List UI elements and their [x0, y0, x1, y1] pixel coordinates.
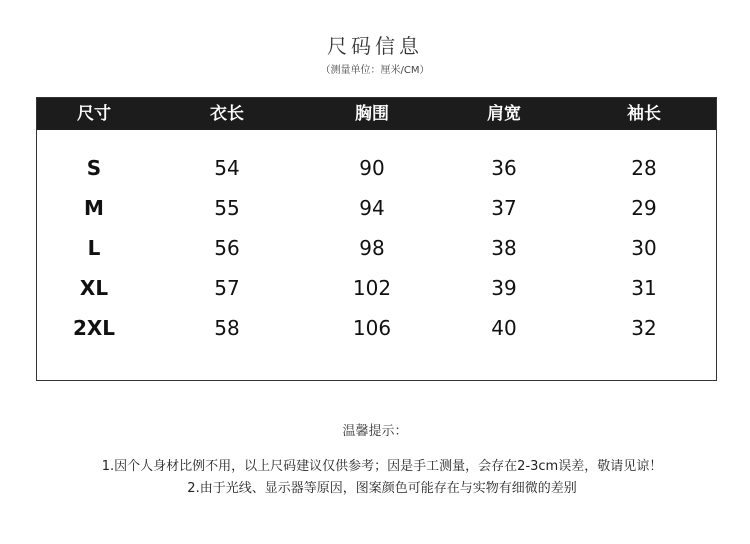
length-cell: 54 — [214, 156, 240, 180]
table-row — [37, 148, 716, 188]
shoulder-cell: 36 — [491, 156, 517, 180]
sleeve-cell: 31 — [631, 276, 657, 300]
size-cell: XL — [79, 276, 109, 300]
shoulder-cell: 40 — [491, 316, 517, 340]
size-cell: M — [84, 196, 104, 220]
size-cell: 2XL — [72, 316, 116, 340]
column-header-sleeve: 袖长 — [627, 104, 661, 124]
table-row — [37, 228, 716, 268]
chest-cell: 98 — [359, 236, 385, 260]
shoulder-cell: 39 — [491, 276, 517, 300]
column-header-length: 衣长 — [210, 104, 244, 124]
page-title: 尺码信息 — [327, 34, 423, 58]
sleeve-cell: 28 — [631, 156, 657, 180]
chest-cell: 106 — [352, 316, 392, 340]
size-cell: S — [86, 156, 102, 180]
tip-line-2: 2.由于光线、显示器等原因，图案颜色可能存在与实物有细微的差别 — [187, 481, 577, 496]
length-cell: 55 — [214, 196, 240, 220]
length-cell: 57 — [214, 276, 240, 300]
column-header-size: 尺寸 — [77, 104, 111, 124]
shoulder-cell: 37 — [491, 196, 517, 220]
table-header — [37, 98, 716, 130]
chest-cell: 90 — [359, 156, 385, 180]
tips-heading: 温馨提示： — [342, 424, 408, 439]
table-row — [37, 268, 716, 308]
chest-cell: 102 — [352, 276, 392, 300]
column-header-chest: 胸围 — [355, 104, 389, 124]
length-cell: 58 — [214, 316, 240, 340]
table-row — [37, 308, 716, 348]
unit-note: （测量单位：厘米/CM） — [320, 65, 430, 76]
size-table — [36, 97, 717, 381]
sleeve-cell: 32 — [631, 316, 657, 340]
size-cell: L — [87, 236, 101, 260]
sleeve-cell: 30 — [631, 236, 657, 260]
shoulder-cell: 38 — [491, 236, 517, 260]
table-row — [37, 188, 716, 228]
column-header-shoulder: 肩宽 — [487, 104, 521, 124]
chest-cell: 94 — [359, 196, 385, 220]
tip-line-1: 1.因个人身材比例不用，以上尺码建议仅供参考；因是手工测量，会存在2-3cm误差，敬请见谅！ — [101, 459, 663, 474]
length-cell: 56 — [214, 236, 240, 260]
sleeve-cell: 29 — [631, 196, 657, 220]
